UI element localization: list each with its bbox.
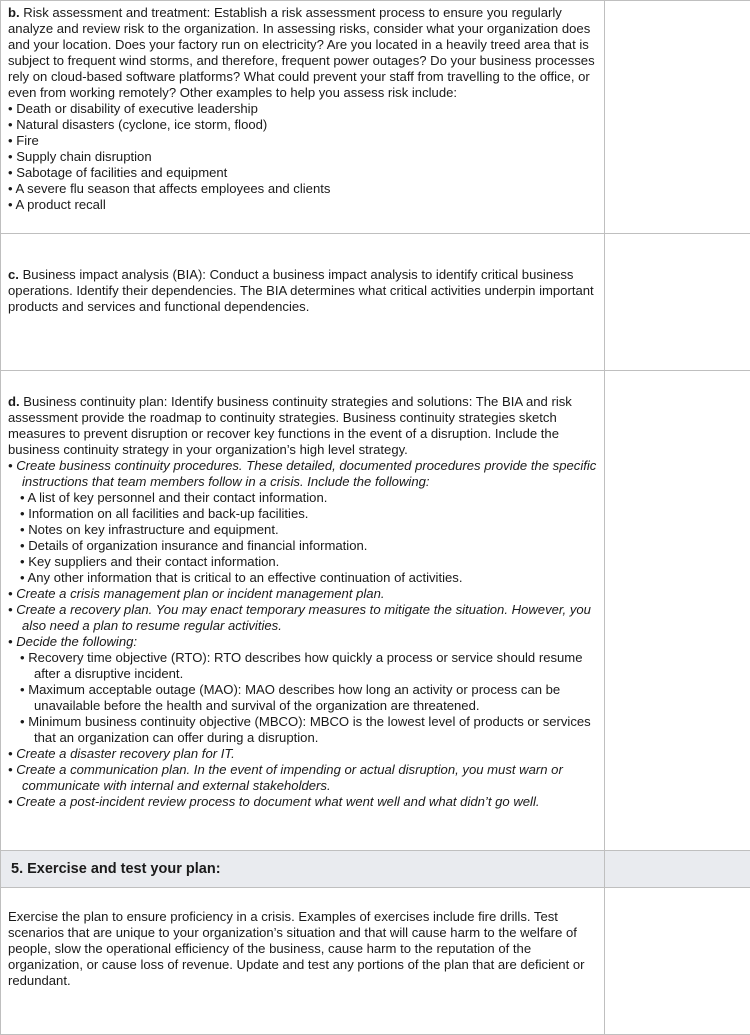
comm-plan-item: • Create a communication plan. In the event of impending or actual disruption, you must warn or communicate with internal and external stakeholders. bbox=[8, 762, 598, 794]
list-item: • Death or disability of executive leadership bbox=[8, 101, 598, 117]
section-heading: 5. Exercise and test your plan: bbox=[1, 851, 605, 888]
procedure-item: • Key suppliers and their contact information. bbox=[8, 554, 598, 570]
continuity-plan-text: Business continuity plan: Identify business continuity strategies and solutions: The BIA and risk assessment provide the roadmap to continuity strategies. Business continuity strategies sketch measures to prevent disruption or recover key functions in the event of a disruption. Include the business continuity strategy in your organization’s high level strategy. bbox=[8, 394, 572, 457]
decide-intro: • Decide the following: bbox=[8, 634, 598, 650]
decide-item-mao: • Maximum acceptable outage (MAO): MAO describes how long an activity or process can be unavailable before the health and survival of the organization are threatened. bbox=[8, 682, 598, 714]
list-item: • A product recall bbox=[8, 197, 598, 213]
notes-cell[interactable] bbox=[605, 371, 750, 851]
business-impact-cell bbox=[1, 234, 605, 371]
procedure-item: • Notes on key infrastructure and equipment. bbox=[8, 522, 598, 538]
procedure-item: • Details of organization insurance and financial information. bbox=[8, 538, 598, 554]
row-risk-assessment bbox=[1, 1, 750, 234]
continuity-plan-cell bbox=[1, 371, 605, 851]
review-item: • Create a post-incident review process to document what went well and what didn’t go well. bbox=[8, 794, 598, 810]
crisis-plan-item: • Create a crisis management plan or incident management plan. bbox=[8, 586, 598, 602]
notes-cell[interactable] bbox=[605, 234, 750, 371]
business-impact-text bbox=[8, 267, 598, 315]
list-item: • Supply chain disruption bbox=[8, 149, 598, 165]
row-exercise bbox=[1, 888, 750, 1035]
procedure-item: • A list of key personnel and their contact information. bbox=[8, 490, 598, 506]
item-label: b. bbox=[8, 5, 20, 20]
section-heading-side bbox=[605, 851, 750, 888]
recovery-plan-item: • Create a recovery plan. You may enact temporary measures to mitigate the situation. However, you also need a plan to resume regular activities. bbox=[8, 602, 598, 634]
row-continuity-plan bbox=[1, 371, 750, 851]
notes-cell[interactable] bbox=[605, 888, 750, 1035]
risk-assessment-cell bbox=[1, 1, 605, 234]
risk-assessment-text: Risk assessment and treatment: Establish a risk assessment process to ensure you regularly analyze and review risk to the organization. In assessing risks, consider what your organization does and your location. Does your factory run on electricity? Are you located in a heavily treed area that is subject to frequent wind storms, and therefore, frequent power outages? Do your business processes rely on cloud-based software platforms? What could prevent your staff from travelling to the office, or even from working remotely? Other examples to help you assess risk include: bbox=[8, 5, 595, 100]
row-business-impact bbox=[1, 234, 750, 371]
exercise-cell bbox=[1, 888, 605, 1035]
exercise-text: Exercise the plan to ensure proficiency in a crisis. Examples of exercises include fire drills. Test scenarios that are unique to your organization’s situation and that will cause harm to the welfare of people, slow the operational efficiency of the business, cause harm to the reputation of the organization, or cause loss of revenue. Update and test any portions of the plan that are deficient or redundant. bbox=[8, 909, 598, 989]
list-item: • A severe flu season that affects employees and clients bbox=[8, 181, 598, 197]
procedure-item: • Any other information that is critical to an effective continuation of activities. bbox=[8, 570, 598, 586]
notes-cell[interactable] bbox=[605, 1, 750, 234]
decide-item-mbco: • Minimum business continuity objective (MBCO): MBCO is the lowest level of products or services that an organization can offer during a disruption. bbox=[8, 714, 598, 746]
item-label: d. bbox=[8, 394, 20, 409]
procedure-item: • Information on all facilities and back-up facilities. bbox=[8, 506, 598, 522]
decide-item-rto: • Recovery time objective (RTO): RTO describes how quickly a process or service should resume after a disruptive incident. bbox=[8, 650, 598, 682]
risk-assessment-intro bbox=[8, 5, 598, 101]
list-item: • Fire bbox=[8, 133, 598, 149]
dr-plan-item: • Create a disaster recovery plan for IT. bbox=[8, 746, 598, 762]
section-heading-row bbox=[1, 851, 750, 888]
procedures-intro: • Create business continuity procedures. These detailed, documented procedures provide the specific instructions that team members follow in a crisis. Include the following: bbox=[8, 458, 598, 490]
bia-text: Business impact analysis (BIA): Conduct a business impact analysis to identify critical business operations. Identify their dependencies. The BIA determines what critical activities underpin important products and services and functional dependencies. bbox=[8, 267, 594, 314]
list-item: • Natural disasters (cyclone, ice storm, flood) bbox=[8, 117, 598, 133]
item-label: c. bbox=[8, 267, 19, 282]
continuity-plan-intro bbox=[8, 394, 598, 458]
list-item: • Sabotage of facilities and equipment bbox=[8, 165, 598, 181]
